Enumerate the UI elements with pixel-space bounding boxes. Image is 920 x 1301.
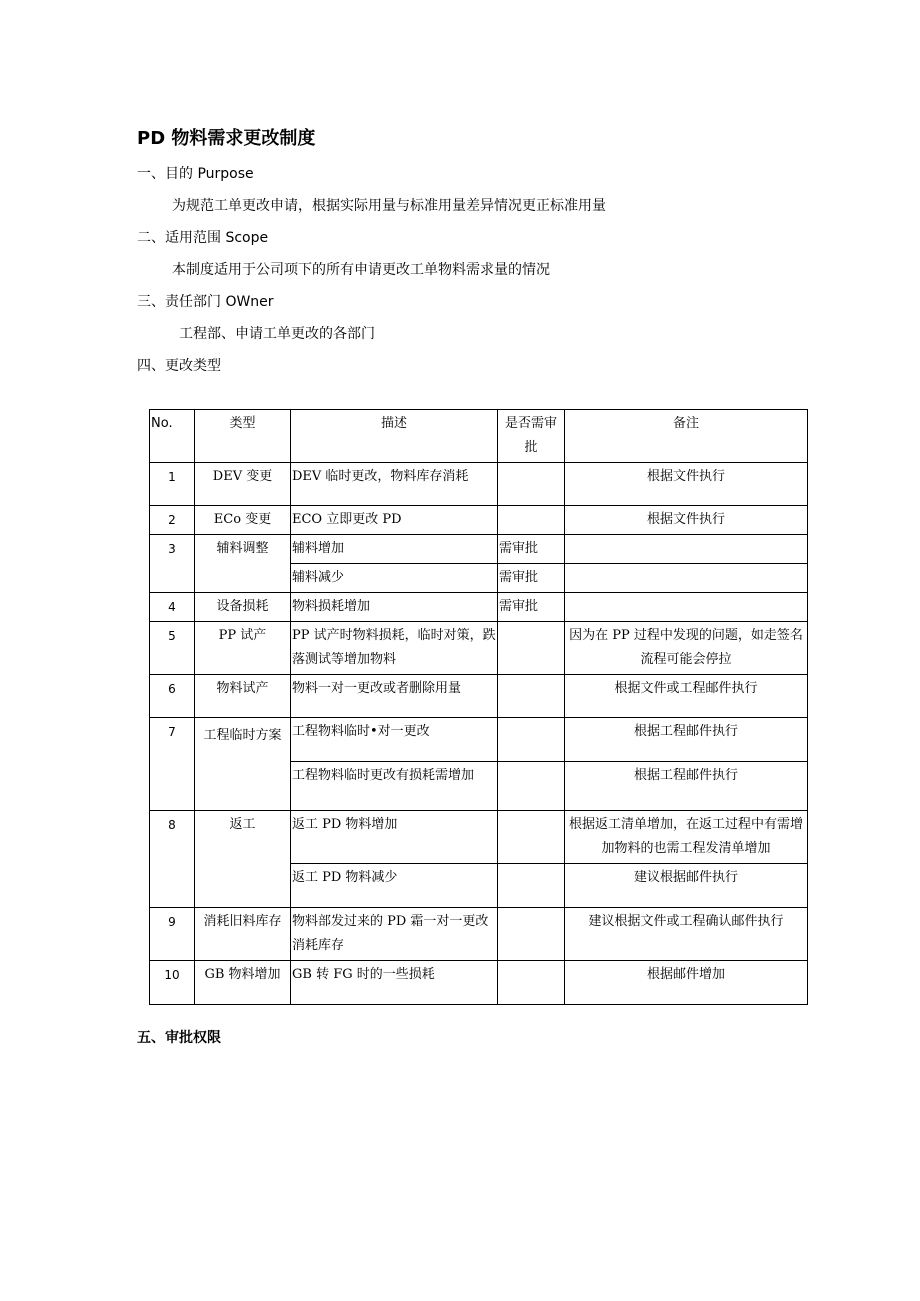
- row-description: 物料部发过来的 PD 霜一对一更改消耗库存: [291, 908, 498, 961]
- row-no: 3: [150, 535, 195, 593]
- row-note: 根据文件执行: [565, 506, 808, 535]
- row-note: [565, 564, 808, 593]
- row-no: 10: [150, 961, 195, 1005]
- row-type: 设备损耗: [195, 593, 291, 622]
- row-approval: [498, 864, 565, 908]
- table-row: [150, 811, 808, 864]
- row-type: 工程临时方案: [195, 718, 291, 811]
- row-note: [565, 535, 808, 564]
- section-purpose-body: 为规范工单更改申请，根据实际用量与标准用量差异情况更正标准用量: [172, 198, 606, 214]
- row-description: DEV 临时更改，物料库存消耗: [291, 463, 498, 506]
- change-type-table: [149, 409, 808, 1005]
- section-scope-body: 本制度适用于公司项下的所有申请更改工单物料需求量的情况: [172, 262, 550, 278]
- header-approval: 是否需审批: [498, 410, 565, 463]
- row-type: DEV 变更: [195, 463, 291, 506]
- row-note: 因为在 PP 过程中发现的问题，如走签名流程可能会停拉: [565, 622, 808, 675]
- row-type: 辅料调整: [195, 535, 291, 593]
- row-description: 工程物料临时•对一更改: [291, 718, 498, 762]
- row-type: 消耗旧料库存: [195, 908, 291, 961]
- header-description: 描述: [291, 410, 498, 463]
- row-approval: 需审批: [498, 535, 565, 564]
- table-row: [150, 718, 808, 762]
- table-row: [150, 535, 808, 564]
- row-no: 9: [150, 908, 195, 961]
- row-description: GB 转 FG 时的一些损耗: [291, 961, 498, 1005]
- row-approval: 需审批: [498, 593, 565, 622]
- row-description: 返工 PD 物料减少: [291, 864, 498, 908]
- row-note: 建议根据邮件执行: [565, 864, 808, 908]
- row-type: ECo 变更: [195, 506, 291, 535]
- row-no: 7: [150, 718, 195, 811]
- section-owner-heading: 三、责任部门 OWner: [137, 294, 274, 310]
- row-note: 根据工程邮件执行: [565, 718, 808, 762]
- row-no: 1: [150, 463, 195, 506]
- row-no: 8: [150, 811, 195, 908]
- row-description: 辅料增加: [291, 535, 498, 564]
- row-approval: [498, 675, 565, 718]
- row-note: 根据邮件增加: [565, 961, 808, 1005]
- section-approval-authority-heading: 五、审批权限: [137, 1030, 221, 1046]
- row-approval: [498, 762, 565, 811]
- row-note: 根据返工清单增加，在返工过程中有需增加物料的也需工程发清单增加: [565, 811, 808, 864]
- row-approval: [498, 908, 565, 961]
- row-type: 返工: [195, 811, 291, 908]
- row-note: 根据工程邮件执行: [565, 762, 808, 811]
- row-approval: [498, 463, 565, 506]
- table-row: [150, 506, 808, 535]
- row-no: 4: [150, 593, 195, 622]
- section-purpose-heading: 一、目的 Purpose: [137, 166, 254, 182]
- row-approval: [498, 506, 565, 535]
- row-description: 返工 PD 物料增加: [291, 811, 498, 864]
- row-no: 5: [150, 622, 195, 675]
- section-change-types-heading: 四、更改类型: [137, 358, 221, 374]
- row-type: GB 物料增加: [195, 961, 291, 1005]
- row-description: PP 试产时物料损耗，临时对策，跌落测试等增加物料: [291, 622, 498, 675]
- page-title: PD 物料需求更改制度: [137, 128, 316, 149]
- table-row: [150, 622, 808, 675]
- table-row: [150, 961, 808, 1005]
- row-approval: [498, 961, 565, 1005]
- table-row: [150, 463, 808, 506]
- row-note: 建议根据文件或工程确认邮件执行: [565, 908, 808, 961]
- row-approval: [498, 811, 565, 864]
- row-note: 根据文件执行: [565, 463, 808, 506]
- table-row: [150, 593, 808, 622]
- table-row: [150, 675, 808, 718]
- header-no: No.: [150, 410, 195, 463]
- header-note: 备注: [565, 410, 808, 463]
- section-owner-body: 工程部、申请工单更改的各部门: [179, 326, 375, 342]
- table-row: [150, 908, 808, 961]
- row-description: 物料损耗增加: [291, 593, 498, 622]
- row-no: 6: [150, 675, 195, 718]
- row-approval: [498, 622, 565, 675]
- row-note: 根据文件或工程邮件执行: [565, 675, 808, 718]
- section-scope-heading: 二、适用范围 Scope: [137, 230, 269, 246]
- row-type: PP 试产: [195, 622, 291, 675]
- header-type: 类型: [195, 410, 291, 463]
- row-note: [565, 593, 808, 622]
- row-description: 工程物料临时更改有损耗需增加: [291, 762, 498, 811]
- row-no: 2: [150, 506, 195, 535]
- row-description: 辅料减少: [291, 564, 498, 593]
- row-approval: 需审批: [498, 564, 565, 593]
- row-description: 物料一对一更改或者删除用量: [291, 675, 498, 718]
- row-description: ECO 立即更改 PD: [291, 506, 498, 535]
- row-type: 物料试产: [195, 675, 291, 718]
- row-approval: [498, 718, 565, 762]
